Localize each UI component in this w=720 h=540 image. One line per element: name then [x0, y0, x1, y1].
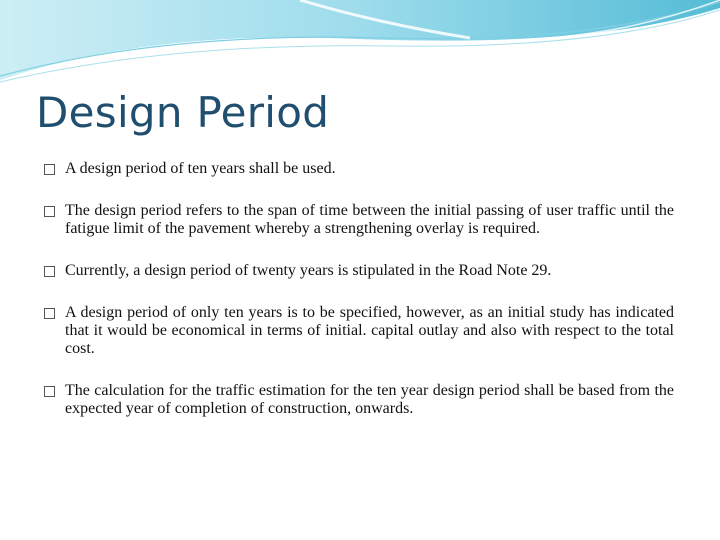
bullet-list	[44, 160, 674, 442]
bullet-item	[44, 262, 674, 280]
bullet-item	[44, 202, 674, 238]
bullet-item	[44, 304, 674, 358]
bullet-item	[44, 160, 674, 178]
page-title: Design Period	[36, 88, 330, 137]
square-bullet-icon	[44, 206, 55, 217]
bullet-item	[44, 382, 674, 418]
square-bullet-icon	[44, 386, 55, 397]
square-bullet-icon	[44, 164, 55, 175]
square-bullet-icon	[44, 266, 55, 277]
square-bullet-icon	[44, 308, 55, 319]
bullet-text: A design period of ten years shall be used.	[65, 160, 336, 177]
header-wave-decoration	[0, 0, 720, 90]
bullet-text: Currently, a design period of twenty years is stipulated in the Road Note 29.	[65, 262, 552, 279]
bullet-text: The design period refers to the span of time between the initial passing of user traffic until the fatigue limit of the pavement whereby a strengthening overlay is required.	[65, 202, 674, 237]
bullet-text: The calculation for the traffic estimation for the ten year design period shall be based from the expected year of completion of construction, onwards.	[65, 382, 674, 417]
bullet-text: A design period of only ten years is to be specified, however, as an initial study has indicated that it would be economical in terms of initial. capital outlay and also with respect to the total cost.	[65, 304, 674, 357]
